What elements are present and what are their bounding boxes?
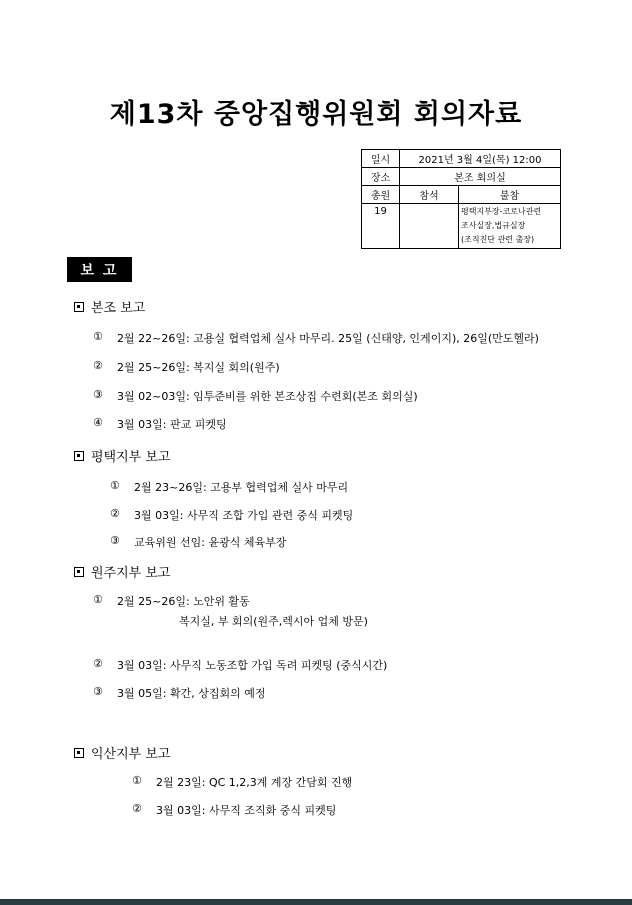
list-item — [93, 330, 539, 346]
list-item — [132, 774, 352, 790]
footer-bar — [0, 899, 632, 905]
section-title: 평택지부 보고 — [91, 450, 171, 465]
list-item — [93, 388, 418, 404]
absent-line: 평택지부장-코로나관련 — [461, 207, 542, 216]
total-value: 19 — [362, 204, 400, 249]
item-text: 2월 22~26일: 고용실 협력업체 실사 마무리. 25일 (신태양, 인게이지), 26일(만도헬라) — [117, 332, 539, 345]
list-item — [93, 359, 280, 375]
list-item — [93, 593, 368, 629]
square-bullet-icon — [74, 451, 84, 461]
item-number: ② — [93, 657, 103, 670]
section-heading — [74, 446, 170, 465]
item-text: 3월 03일: 판교 피켓팅 — [117, 418, 227, 431]
total-label: 총원 — [362, 186, 400, 204]
list-item — [93, 416, 227, 432]
section-title: 익산지부 보고 — [91, 747, 171, 762]
item-number: ① — [93, 593, 103, 606]
item-number: ① — [110, 479, 120, 492]
absent-line: (조직진단 관련 출장) — [461, 235, 535, 244]
place-label: 장소 — [362, 168, 400, 186]
item-text: 2월 23일: QC 1,2,3계 계장 간담회 진행 — [156, 776, 353, 789]
item-text: 3월 03일: 사무직 조합 가입 관련 중식 피켓팅 — [134, 509, 354, 522]
item-number: ③ — [110, 534, 120, 547]
section-heading — [74, 743, 170, 762]
list-item — [132, 802, 336, 818]
place-value: 본조 회의실 — [400, 168, 561, 186]
item-number: ③ — [93, 685, 103, 698]
date-value: 2021년 3월 4일(목) 12:00 — [400, 150, 561, 168]
item-text: 3월 03일: 사무직 노동조합 가입 독려 피켓팅 (중식시간) — [117, 659, 388, 672]
absent-line: 조사실장,법규실장 — [461, 221, 526, 230]
item-number: ① — [93, 330, 103, 343]
item-text: 2월 23~26일: 고용부 협력업체 실사 마무리 — [134, 481, 349, 494]
list-item — [93, 657, 387, 673]
document-title: 제13차 중앙집행위원회 회의자료 — [109, 99, 523, 130]
square-bullet-icon — [74, 302, 84, 312]
item-number: ② — [132, 802, 142, 815]
square-bullet-icon — [74, 748, 84, 758]
item-subtext: 복지실, 부 회의(원주,렉시아 업체 방문) — [179, 615, 368, 628]
absent-label: 불참 — [459, 186, 561, 204]
attend-label: 참석 — [400, 186, 459, 204]
absent-value — [459, 204, 561, 249]
list-item — [110, 479, 348, 495]
item-text: 3월 05일: 확간, 상집회의 예정 — [117, 687, 266, 700]
list-item — [110, 534, 286, 550]
item-number: ① — [132, 774, 142, 787]
list-item — [93, 685, 265, 701]
item-text: 2월 25~26일: 노안위 활동 — [117, 595, 250, 608]
section-heading — [74, 297, 145, 316]
item-number: ② — [110, 507, 120, 520]
item-number: ② — [93, 359, 103, 372]
square-bullet-icon — [74, 567, 84, 577]
item-text-block — [117, 593, 368, 629]
item-number: ③ — [93, 388, 103, 401]
attend-value — [400, 204, 459, 249]
item-text: 3월 03일: 사무직 조직화 중식 피켓팅 — [156, 804, 337, 817]
section-heading — [74, 562, 170, 581]
meeting-info-table — [361, 149, 561, 249]
item-text: 2월 25~26일: 복지실 회의(원주) — [117, 361, 280, 374]
list-item — [110, 507, 353, 523]
section-title: 원주지부 보고 — [91, 566, 171, 581]
item-text: 교육위원 선임: 윤광식 체육부장 — [134, 536, 287, 549]
report-heading: 보 고 — [67, 257, 132, 282]
item-text: 3월 02~03일: 임투준비를 위한 본조상집 수련회(본조 회의실) — [117, 390, 418, 403]
item-number: ④ — [93, 416, 103, 429]
section-title: 본조 보고 — [91, 301, 146, 316]
date-label: 일시 — [362, 150, 400, 168]
